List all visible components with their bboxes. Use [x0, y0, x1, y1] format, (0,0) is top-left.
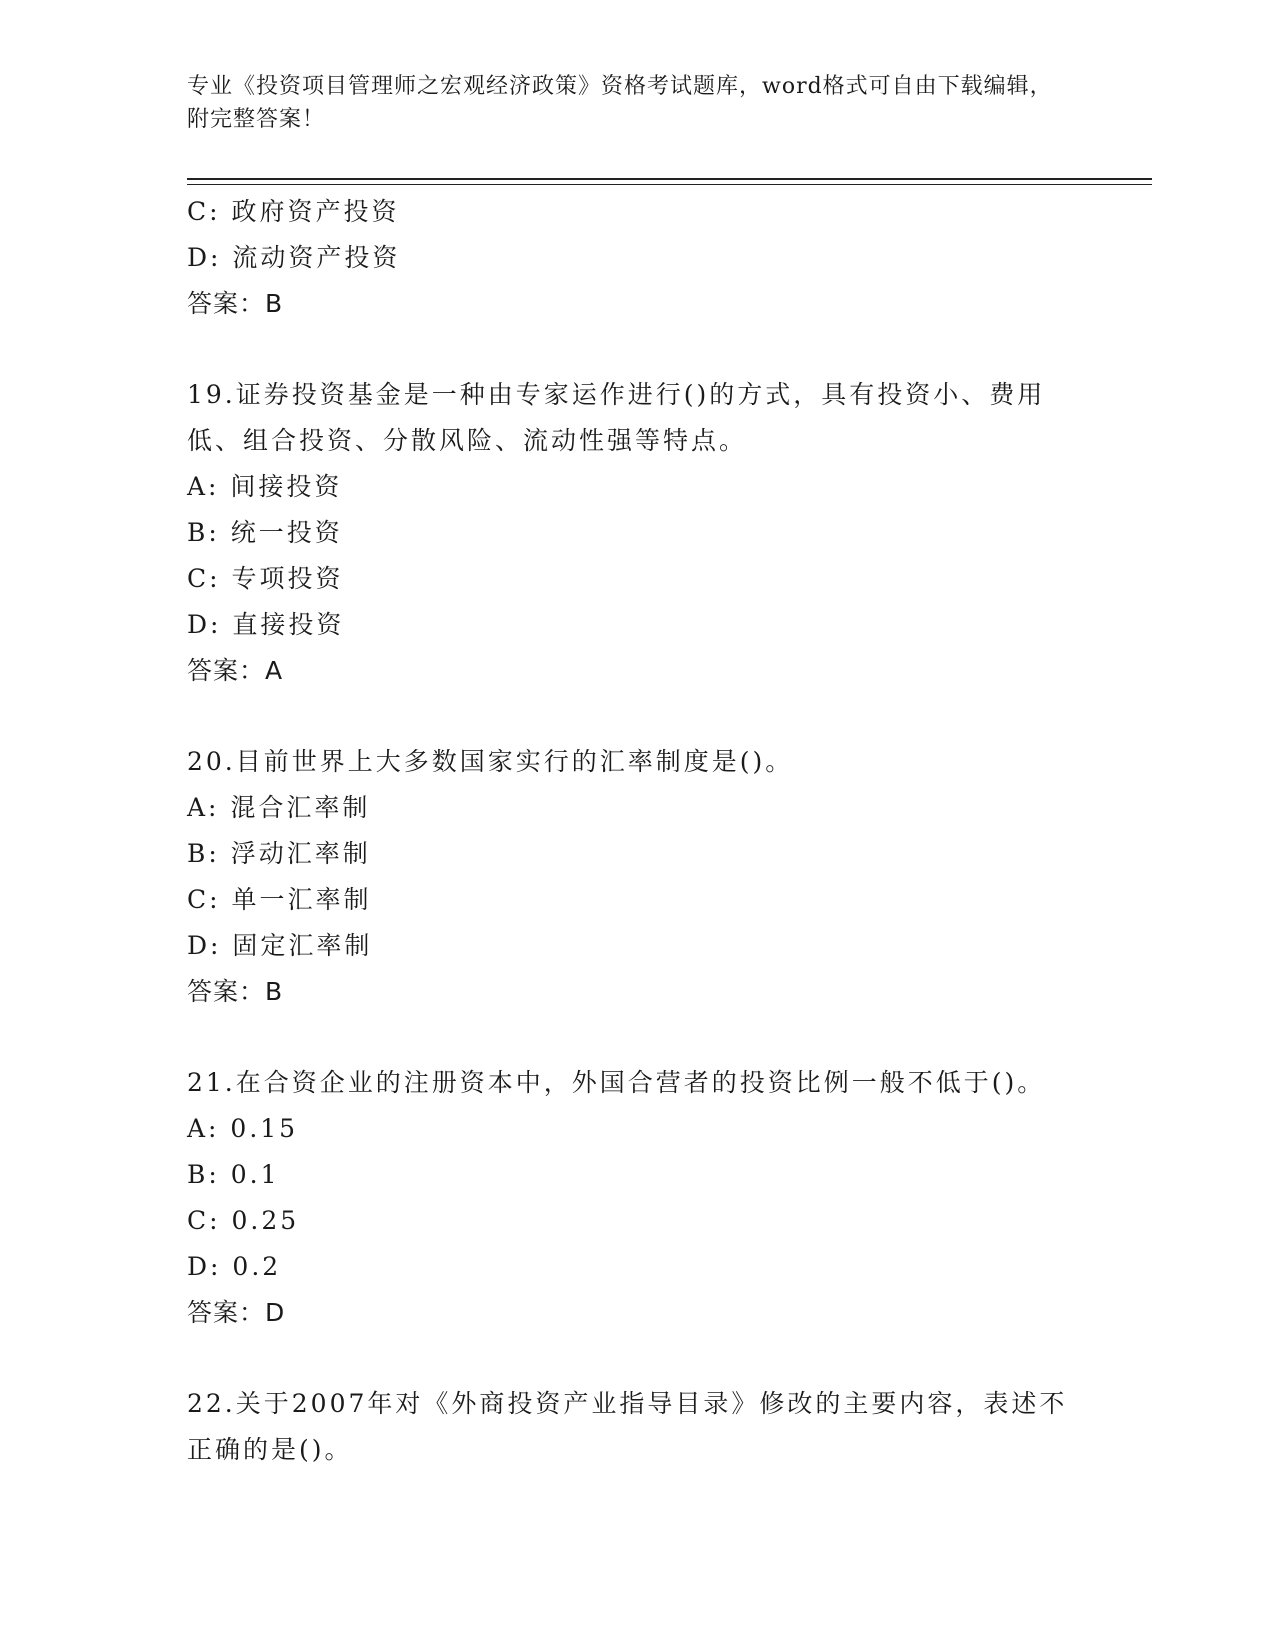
- question-20: [187, 739, 1077, 1015]
- option-c: C: 单一汇率制: [187, 885, 372, 914]
- question-stem: 22.关于2007年对《外商投资产业指导目录》修改的主要内容，表述不正确的是()。: [187, 1389, 1068, 1464]
- option-c: C: 0.25: [187, 1206, 300, 1235]
- header-rule-thin: [187, 184, 1152, 185]
- answer-line: 答案：A: [187, 656, 284, 685]
- option-c: C: 专项投资: [187, 564, 344, 593]
- answer-line: 答案：B: [187, 977, 284, 1006]
- option-b: B: 0.1: [187, 1160, 280, 1189]
- option-a: A: 0.15: [187, 1114, 299, 1143]
- option-d: D: 流动资产投资: [187, 243, 401, 272]
- option-a: A: 间接投资: [187, 472, 343, 501]
- question-22: [187, 1381, 1077, 1473]
- option-c: C: 政府资产投资: [187, 197, 400, 226]
- question-18: [187, 189, 1077, 327]
- question-21: [187, 1060, 1077, 1336]
- header-rule-thick: [187, 178, 1152, 180]
- document-header: 专业《投资项目管理师之宏观经济政策》资格考试题库，word格式可自由下载编辑，附完整答案！: [187, 74, 1053, 132]
- option-a: A: 混合汇率制: [187, 793, 371, 822]
- option-d: D: 0.2: [187, 1252, 282, 1281]
- answer-line: 答案：B: [187, 289, 284, 318]
- question-stem: 19.证券投资基金是一种由专家运作进行()的方式，具有投资小、费用低、组合投资、分散风险、流动性强等特点。: [187, 380, 1046, 455]
- question-stem: 20.目前世界上大多数国家实行的汇率制度是()。: [187, 747, 794, 776]
- question-19: [187, 372, 1077, 694]
- option-b: B: 浮动汇率制: [187, 839, 371, 868]
- question-list: [187, 189, 1077, 1473]
- option-d: D: 直接投资: [187, 610, 345, 639]
- question-stem: 21.在合资企业的注册资本中，外国合营者的投资比例一般不低于()。: [187, 1068, 1046, 1097]
- option-b: B: 统一投资: [187, 518, 343, 547]
- option-d: D: 固定汇率制: [187, 931, 373, 960]
- answer-line: 答案：D: [187, 1298, 286, 1327]
